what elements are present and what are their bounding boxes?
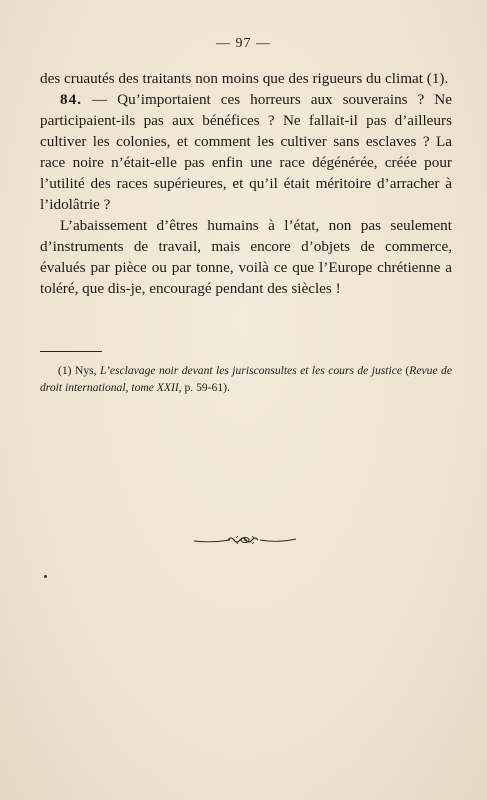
body-text [40, 68, 452, 299]
footnote-author: Nys, [71, 364, 100, 377]
paragraph-abaissement: L’abaissement d’êtres humains à l’état, non pas seulement d’instruments de travail, mais encore d’objets de commerce, évalués par pièce ou par tonne, voilà ce que l’Europe chrétienne a toléré, que dis-je, encouragé pendant des siècles ! [40, 217, 452, 297]
footnote-divider [40, 351, 102, 352]
footnote-pages: p. 59-61). [181, 381, 230, 394]
footnote-paren: ( [402, 364, 410, 377]
section-number: 84. [60, 91, 82, 108]
ink-speck [44, 575, 47, 578]
ornament-divider [192, 533, 298, 547]
footnote [40, 362, 452, 396]
page-number: — 97 — [216, 36, 271, 51]
footnote-marker: (1) [58, 364, 72, 377]
paragraph-continuation: des cruautés des traitants non moins que des rigueurs du climat (1). [40, 70, 449, 87]
footnote-source: Revue de droit international, tome XXII, [40, 364, 452, 394]
paragraph-section-84 [40, 89, 452, 215]
footnote-title: L’esclavage noir devant les jurisconsultes et les cours de justice [99, 364, 403, 377]
paragraph-text: — Qu’importaient ces horreurs aux souverains ? Ne participaient-ils pas aux bénéfices ? Ne fallait-il pas d’ailleurs cultiver les colonies, et comment les cultiver sans esclaves ? La race noire n’était-elle pas enfin une race dégénérée, créée pour l’utilité des races supérieures, et qu’il était méritoire d’arracher à l’idolâtrie ? [40, 91, 452, 213]
